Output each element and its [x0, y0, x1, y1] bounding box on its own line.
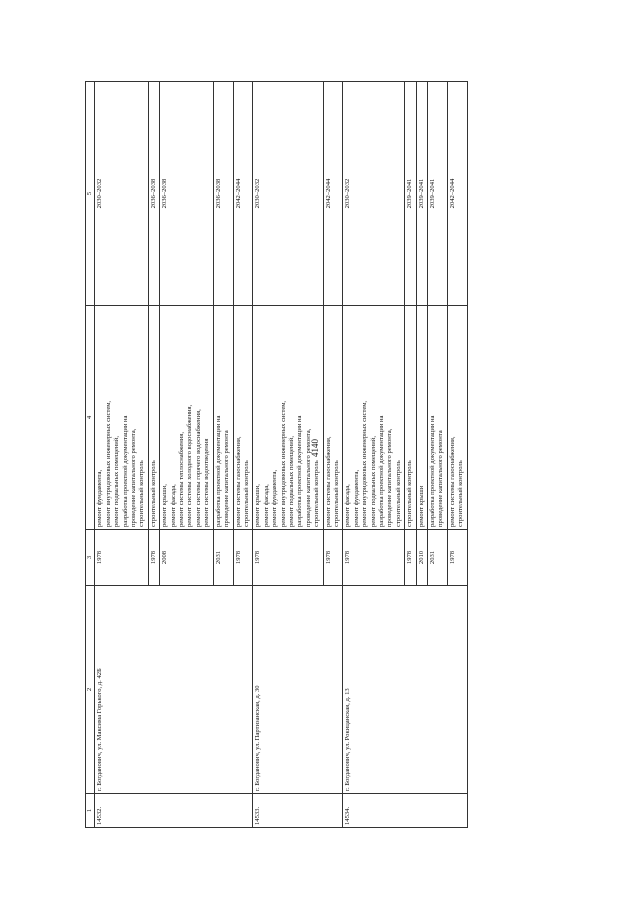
work-item: ремонт подвальных помещений,: [113, 436, 121, 527]
work-item: ремонт фундамента,: [96, 469, 104, 527]
year-cell: 1978: [253, 530, 323, 586]
table-row: [253, 82, 323, 828]
work-item: ремонт фундамента,: [352, 469, 360, 527]
work-item: ремонт внутридомовых инженерных систем,: [279, 400, 287, 527]
year-cell: 2008: [160, 530, 213, 586]
period-cell: 2030–2032: [95, 82, 148, 306]
period-cell: 2030–2032: [253, 82, 323, 306]
col-header-4: 4: [86, 306, 95, 530]
period-cell: 2039–2041: [428, 82, 448, 306]
page-number: 4140: [310, 439, 320, 457]
rotated-table-container: [85, 82, 590, 828]
work-item: ремонт крыши: [417, 485, 425, 527]
work-item: ремонт системы горячего водоснабжения,: [194, 409, 202, 527]
work-item: ремонт системы водоотведения: [203, 438, 211, 527]
col-header-3: 3: [86, 530, 95, 586]
period-cell: 2042–2044: [447, 82, 467, 306]
column-number-row: [86, 82, 95, 828]
year-cell: 1978: [343, 530, 405, 586]
work-item: ремонт системы холодного водоснабжения,: [186, 404, 194, 527]
period-cell: 2042–2044: [323, 82, 343, 306]
period-cell: 2039–2041: [416, 82, 427, 306]
work-item: ремонт фасада,: [169, 484, 177, 527]
period-cell: 2036–2038: [213, 82, 233, 306]
col-header-1: 1: [86, 794, 95, 828]
year-cell: 2031: [428, 530, 448, 586]
work-item: проведение капитального ремонта,: [304, 428, 312, 527]
table-row: [343, 82, 405, 828]
work-item: строительный контроль: [138, 460, 146, 527]
period-cell: 2036–2038: [160, 82, 213, 306]
works-cell: [213, 306, 233, 530]
col-header-5: 5: [86, 82, 95, 306]
address-cell: г. Богданович, ул. Максима Горького, д. 42Б: [95, 586, 253, 794]
year-cell: 1978: [233, 530, 253, 586]
year-cell: 1978: [148, 530, 159, 586]
work-item: строительный контроль: [149, 460, 157, 527]
table-body: [95, 82, 467, 828]
work-item: строительный контроль: [242, 460, 250, 527]
period-cell: 2039–2041: [405, 82, 416, 306]
work-item: ремонт внутридомовых инженерных систем,: [361, 400, 369, 527]
col-header-2: 2: [86, 586, 95, 794]
work-item: ремонт подвальных помещений,: [287, 436, 295, 527]
year-cell: 1978: [95, 530, 148, 586]
work-item: ремонт системы теплоснабжения,: [178, 432, 186, 527]
year-cell: 2010: [416, 530, 427, 586]
work-item: проведение капитального ремонта: [437, 430, 445, 527]
work-item: строительный контроль: [332, 460, 340, 527]
work-item: разработка проектной документации на: [121, 415, 129, 527]
work-item: разработка проектной документации на: [429, 415, 437, 527]
row-number: 14533.: [253, 794, 343, 828]
period-cell: 2036–2038: [148, 82, 159, 306]
work-item: ремонт крыши,: [254, 484, 262, 527]
year-cell: 2031: [213, 530, 233, 586]
works-cell: [323, 306, 343, 530]
work-item: ремонт системы газоснабжения,: [324, 436, 332, 527]
work-item: проведение капитального ремонта,: [130, 428, 138, 527]
works-cell: [160, 306, 213, 530]
works-cell: [95, 306, 148, 530]
works-cell: [148, 306, 159, 530]
work-item: ремонт фундамента,: [271, 469, 279, 527]
table-row: [95, 82, 148, 828]
capital-repair-table: [85, 81, 468, 828]
address-cell: г. Богданович, ул. Партизанская, д. 30: [253, 586, 343, 794]
address-cell: г. Богданович, ул. Рокицанская, д. 13: [343, 586, 467, 794]
works-cell: [416, 306, 427, 530]
work-item: разработка проектной документации на: [296, 415, 304, 527]
work-item: строительный контроль: [394, 460, 402, 527]
work-item: проведение капитального ремонта,: [386, 428, 394, 527]
work-item: ремонт подвальных помещений,: [369, 436, 377, 527]
row-number: 14534.: [343, 794, 467, 828]
work-item: ремонт крыши,: [161, 484, 169, 527]
work-item: разработка проектной документации на: [378, 415, 385, 527]
work-item: проведение капитального ремонта: [223, 430, 231, 527]
works-cell: [428, 306, 448, 530]
period-cell: 2042–2044: [233, 82, 253, 306]
works-cell: [233, 306, 253, 530]
year-cell: 1978: [405, 530, 416, 586]
work-item: ремонт фасада,: [344, 484, 352, 527]
work-item: строительный контроль: [313, 460, 321, 527]
works-cell: [447, 306, 467, 530]
work-item: ремонт внутридомовых инженерных систем,: [104, 400, 112, 527]
year-cell: 1978: [447, 530, 467, 586]
works-cell: [343, 306, 405, 530]
works-cell: [253, 306, 323, 530]
work-item: ремонт системы газоснабжения,: [234, 436, 242, 527]
work-item: строительный контроль: [406, 460, 414, 527]
work-item: ремонт фасада,: [262, 484, 270, 527]
work-item: ремонт системы газоснабжения,: [448, 436, 456, 527]
period-cell: 2030–2032: [343, 82, 405, 306]
work-item: строительный контроль: [457, 460, 465, 527]
row-number: 14532.: [95, 794, 253, 828]
year-cell: 1978: [323, 530, 343, 586]
work-item: разработка проектной документации на: [214, 415, 222, 527]
works-cell: [405, 306, 416, 530]
